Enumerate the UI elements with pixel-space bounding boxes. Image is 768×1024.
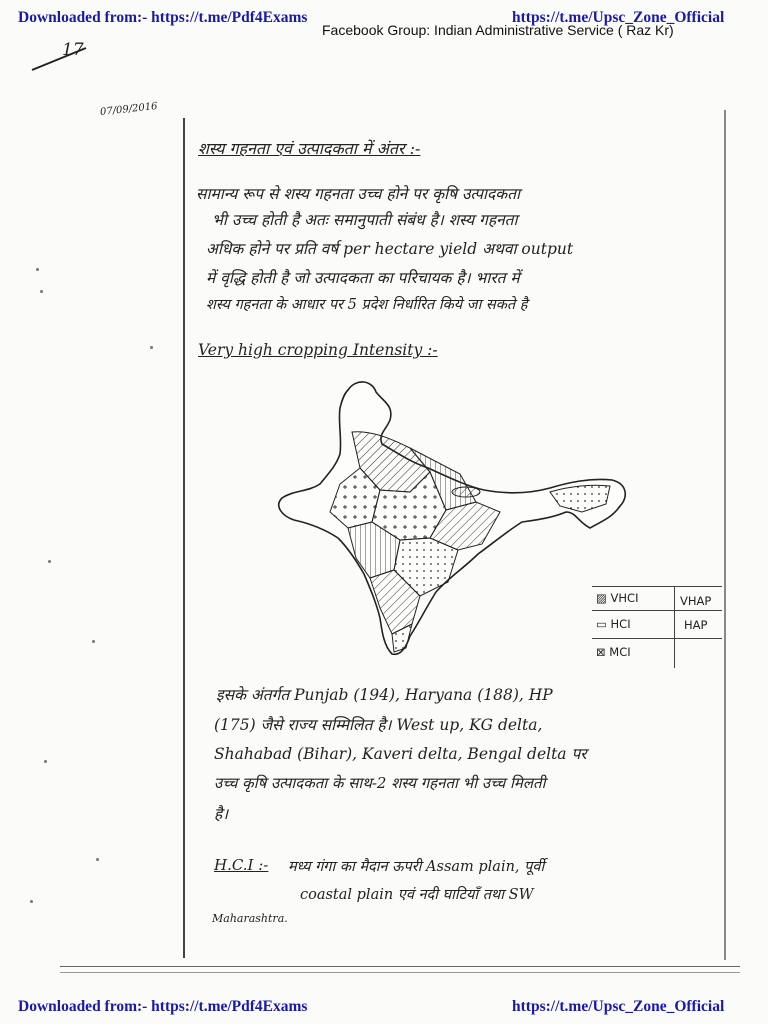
paragraph-line-5: शस्य गहनता के आधार पर 5 प्रदेश निर्धारित किये जा सकते है (206, 297, 528, 313)
paragraph-line-4: में वृद्धि होती है जो उत्पादकता का परिचायक है। भारत में (206, 269, 520, 287)
page-number: 17 (62, 40, 84, 60)
facebook-group-text: Facebook Group: Indian Administrative Service ( Raz Kr) (322, 22, 674, 38)
legend-row-divider-1 (592, 610, 722, 611)
legend-border-top (592, 586, 722, 587)
footer-channel-link[interactable]: https://t.me/Upsc_Zone_Official (512, 998, 725, 1015)
legend-row-vhci: ▨ VHCI (596, 591, 639, 605)
legend-row-mci: ⊠ MCI (596, 645, 631, 659)
hci-line-2: coastal plain एवं नदी घाटियाँ तथा SW (300, 887, 534, 903)
paragraph-line-2: भी उच्च होती है अतः समानुपाती संबंध है। शस्य गहनता (212, 211, 518, 229)
vhci-line-2: (175) जैसे राज्य सम्मिलित है। West up, KG delta, (214, 716, 543, 734)
vhci-line-3: Shahabad (Bihar), Kaveri delta, Bengal delta पर (214, 745, 587, 763)
footer-download-link[interactable]: Downloaded from:- https://t.me/Pdf4Exams (18, 998, 308, 1015)
paragraph-line-3: अधिक होने पर प्रति वर्ष per hectare yield अथवा output (206, 240, 574, 258)
bottom-rule (60, 966, 740, 967)
paragraph-line-1: सामान्य रूप से शस्य गहनता उच्च होने पर कृषि उत्पादकता (196, 185, 521, 203)
left-margin-line (183, 118, 185, 958)
box-icon: ▭ (596, 617, 607, 631)
legend-hap: HAP (684, 618, 708, 632)
crossed-box-icon: ⊠ (596, 645, 606, 659)
header-download-link[interactable]: Downloaded from:- https://t.me/Pdf4Exams (18, 9, 308, 26)
date-label: 07/09/2016 (99, 101, 159, 118)
vhci-line-4: उच्च कृषि उत्पादकता के साथ-2 शस्य गहनता भी उच्च मिलती (214, 774, 546, 792)
india-map-sketch (260, 372, 640, 672)
legend-row-hci: ▭ HCI (596, 617, 631, 631)
vhci-line-5: है। (214, 805, 229, 823)
bottom-rule-2 (60, 972, 740, 973)
vhci-line-1: इसके अंतर्गत Punjab (194), Haryana (188), HP (216, 686, 553, 704)
legend-row-divider-2 (592, 638, 722, 639)
legend-column-divider (674, 586, 675, 668)
hatched-box-icon: ▨ (596, 591, 607, 605)
right-margin-line (724, 110, 726, 960)
subheading: Very high cropping Intensity :- (198, 341, 438, 359)
hci-label: H.C.I :- (214, 856, 269, 874)
hci-line-1: मध्य गंगा का मैदान ऊपरी Assam plain, पूर्वी (288, 859, 545, 875)
hci-line-3: Maharashtra. (212, 912, 288, 925)
heading: शस्य गहनता एवं उत्पादकता में अंतर :- (198, 139, 421, 158)
header-channel-link[interactable]: https://t.me/Upsc_Zone_Official (512, 9, 725, 26)
legend-vhap: VHAP (680, 594, 712, 608)
